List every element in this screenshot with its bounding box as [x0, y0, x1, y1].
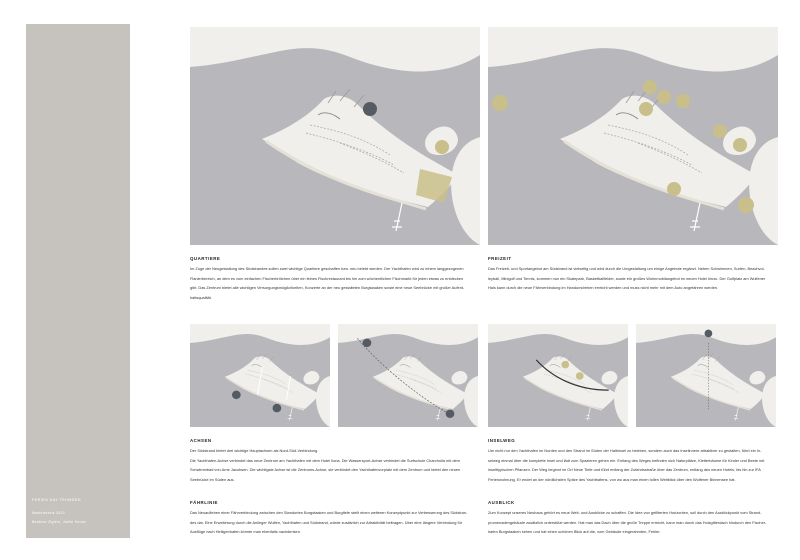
marker-icon	[363, 102, 377, 116]
sidebar	[26, 24, 130, 538]
heading-ausblick: AUSBLICK	[488, 500, 515, 505]
map-faehrlinie	[338, 324, 478, 427]
map-freizeit	[488, 27, 778, 245]
text-achsen: Der Südstrand bietet drei wichtige Hauptachsen als Nord-Süd-Verbindung. Die Yachthafen-Achse verbindet das neue Zentrum am Yachthafen mit dem Hotel Ilona. Die Wassersport-Achse verbindet die Surfschule Charchulla mit dem Schwimmbad von Arne Jacobsen. Die wichtigste Achse ist die Zentrums-Achse, sie verbindet den Yachthafenvorplatz mit dem Zentrum und bietet den neuen Seebrücke im Süden aus.	[190, 448, 461, 482]
heading-quartiere: QUARTIERE	[190, 256, 221, 261]
project-title: FERIEN DAY TEHMDEN	[32, 498, 81, 502]
heading-inselweg: INSELWEG	[488, 438, 516, 443]
text-ausblick: Zum Konzept unseres Neubaus gehört es neue Weit- und Ausblicke zu schaffen. Die Idee von gefilterten Horizonten, soll durch den Ausblickpunkt vom Strand- promenadengebäude zusätzlich unterstützt werden. Hat man das Dach über die große Treppe erreicht, kann man durch das Holzgitterdach hindurch den Fischer- hafen Burgstaaken sehen und hat einen schönen Blick auf die, vom Gebäude eingerahmten, Fehler.	[488, 510, 767, 534]
text-faehrlinie: Das Neuaufleben einer Fährverbindung zwischen den Standorten Burgstaaken und Burgtiefe stellt einen weiteren Konzeptpunkt zur Verbesserung des Südstran- des dar. Eine Erweiterung durch die Anlieger Wulfen, Yachthafen und Südstrand, würde zusätzlich zur Attraktivität beitragen. Über eine längere Verbindung für Ausflüge nach Heiligenhafen könnte man ebenfalls nachdenken.	[190, 510, 468, 534]
heading-achsen: ACHSEN	[190, 438, 212, 443]
heading-faehrlinie: FÄHRLINIE	[190, 500, 218, 505]
text-inselweg: Um nicht nur den Yachthafen im Norden und den Strand im Süden der Halbinsel zu beleben, sondern auch das Inselinnere attraktiver zu gestalten, führt ein In- selweg einmal über die komplette Insel und lädt zum Spazieren gehen ein. Entlang des Weges befinden sich Naturplätze, Kletterbäume für Kinder und Beete mit inselttypischen Pflanzen. Der Weg beginnt im Ort Neue Tiefe und führt entlang der Zufahrtsstraße über das Zentrum, entlang des neuen Hotels, bis hin zur IFA Ferienwohnung. Er endet an der nördlichsten Spitze des Yachthafens, von wo aus man einen tollen Weitblick über den Wulfener Binnensee hat.	[488, 448, 765, 482]
thesis-label: Masterthesis 2013	[32, 511, 65, 515]
marker-icon	[435, 140, 449, 154]
map-inselweg	[488, 324, 628, 427]
sidebar-text	[32, 498, 127, 529]
map-achsen	[190, 324, 330, 427]
map-ausblick	[636, 324, 776, 427]
text-quartiere: Im Zuge der Neugestaltung des Südstrandes sollen zwei wichtige Quartiere geschaffen bzw. neu belebt werden. Der Yachthafen wird zu einem langgezogenen Flanierbereich, an dem es vom einfachen Fischerbrötchen über ein feines Fischrestaurant bis hin zum wöchentlichen Fischmarkt für jeden etwas zu entdecken gibt. Das Zentrum bietet alle wichtigen Versorgungsmöglichkeiten, Konzerte an der neu gestalteten Burgstaaken sowie eine neue Seebrücke mit großer Aufent- haltsqualität.	[190, 266, 465, 300]
text-freizeit: Das Freizeit- und Sportangebot am Südstrand ist vielseitig und wird durch die Umgestaltung um einige Angebote ergänzt. Neben Schwimmen, Surfen, Beachvol- leyball, Minigolf und Tennis, kommen nun ein Skatepark, Basketballfelder, sowie ein großes Wohnmobilangebot im neuen Hotel hinzu. Der Golfplatz am Wulfener Hals kann durch die neue Fährverbindung im Handumdrehen erreicht werden und muss nicht mehr mit dem Auto angefahren werden.	[488, 266, 766, 290]
authors: Beatrice Ziglers, Joelle Heuse	[32, 520, 87, 524]
map-quartiere	[190, 27, 480, 245]
heading-freizeit: FREIZEIT	[488, 256, 512, 261]
